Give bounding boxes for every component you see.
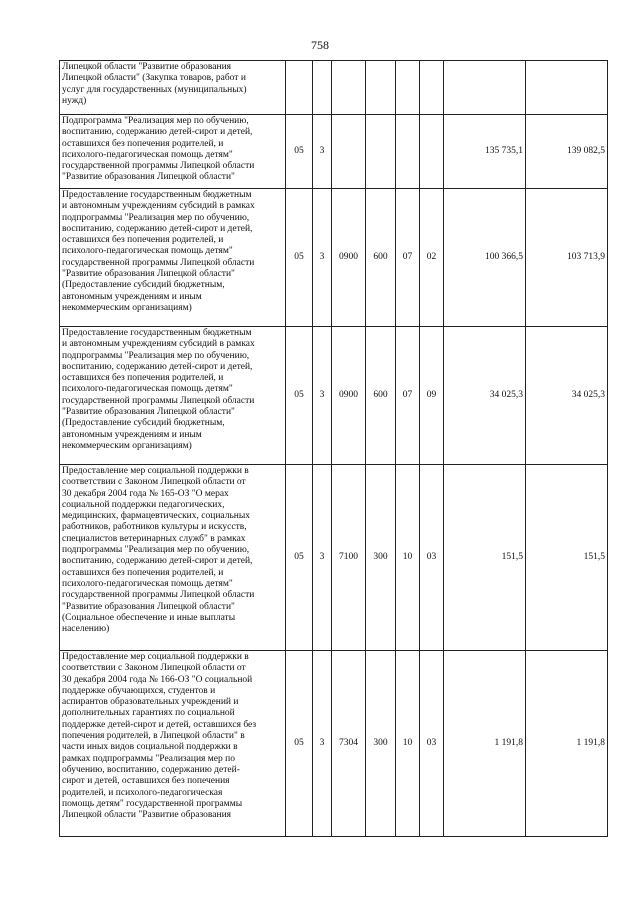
cell-amount-year1: 151,5 — [444, 465, 526, 651]
cell-program: 05 — [286, 651, 313, 837]
cell-program: 05 — [286, 465, 313, 651]
cell-program: 05 — [286, 189, 313, 327]
cell-subsection — [420, 61, 444, 115]
row-description: Подпрограмма "Реализация мер по обучению, воспитанию, содержанию детей-сирот и детей, оставшихся без попечения родителей, и психолого-педагогическая помощь детям" государственной программы Липецкой области "Развитие образования Липецкой области" — [60, 115, 286, 189]
cell-target-article: 7100 — [332, 465, 366, 651]
cell-section: 07 — [396, 327, 420, 465]
cell-subprogram: 3 — [313, 651, 332, 837]
cell-program: 05 — [286, 327, 313, 465]
row-description: Липецкой области "Развитие образования Липецкой области" (Закупка товаров, работ и услуг для государственных (муниципальных) нужд) — [60, 61, 286, 115]
table-row — [60, 189, 608, 327]
table-row — [60, 651, 608, 837]
cell-section: 10 — [396, 651, 420, 837]
cell-amount-year2: 103 713,9 — [526, 189, 608, 327]
cell-subprogram: 3 — [313, 465, 332, 651]
cell-amount-year1: 34 025,3 — [444, 327, 526, 465]
cell-expense-type: 600 — [366, 189, 396, 327]
cell-amount-year1 — [444, 61, 526, 115]
cell-subprogram — [313, 61, 332, 115]
cell-subsection — [420, 115, 444, 189]
table-row — [60, 61, 608, 115]
cell-section — [396, 61, 420, 115]
cell-expense-type — [366, 115, 396, 189]
cell-target-article: 0900 — [332, 327, 366, 465]
cell-subprogram: 3 — [313, 327, 332, 465]
cell-target-article — [332, 61, 366, 115]
budget-table — [59, 60, 608, 837]
table-row — [60, 465, 608, 651]
cell-section — [396, 115, 420, 189]
row-description: Предоставление мер социальной поддержки в соответствии с Законом Липецкой области от 30 декабря 2004 года № 165-ОЗ "О мерах социальной поддержки педагогических, медицинских, фармацевтических, социальных работников, работников культуры и искусств, специалистов ветеринарных служб" в рамках подпрограммы "Реализация мер по обучению, воспитанию, содержанию детей-сирот и детей, оставшихся без попечения родителей, и психолого-педагогическая помощь детям" государственной программы Липецкой области "Развитие образования Липецкой области" (Социальное обеспечение и иные выплаты населению) — [60, 465, 286, 651]
cell-amount-year2: 1 191,8 — [526, 651, 608, 837]
cell-amount-year2: 34 025,3 — [526, 327, 608, 465]
row-description: Предоставление государственным бюджетным и автономным учреждениям субсидий в рамках подпрограммы "Реализация мер по обучению, воспитанию, содержанию детей-сирот и детей, оставшихся без попечения родителей, и психолого-педагогическая помощь детям" государственной программы Липецкой области "Развитие образования Липецкой области" (Предоставление субсидий бюджетным, автономным учреждениям и иным некоммерческим организациям) — [60, 327, 286, 465]
cell-subprogram: 3 — [313, 115, 332, 189]
cell-subsection: 03 — [420, 465, 444, 651]
cell-amount-year2: 139 082,5 — [526, 115, 608, 189]
cell-amount-year2: 151,5 — [526, 465, 608, 651]
cell-target-article — [332, 115, 366, 189]
cell-expense-type: 300 — [366, 465, 396, 651]
cell-amount-year2 — [526, 61, 608, 115]
cell-expense-type: 600 — [366, 327, 396, 465]
page-number: 758 — [311, 38, 329, 52]
cell-expense-type — [366, 61, 396, 115]
cell-amount-year1: 1 191,8 — [444, 651, 526, 837]
row-description: Предоставление мер социальной поддержки в соответствии с Законом Липецкой области от 30 декабря 2004 года № 166-ОЗ "О социальной поддержке обучающихся, студентов и аспирантов образовательных учреждений и дополнительных гарантиях по социальной поддержке детей-сирот и детей, оставшихся без попечения родителей, в Липецкой области" в части иных видов социальной поддержки в рамках подпрограммы "Реализация мер по обучению, воспитанию, содержанию детей- сирот и детей, оставшихся без попечения родителей, и психолого-педагогическая помощь детям" государственной программы Липецкой области "Развитие образования — [60, 651, 286, 837]
cell-section: 10 — [396, 465, 420, 651]
cell-expense-type: 300 — [366, 651, 396, 837]
cell-program — [286, 61, 313, 115]
row-description: Предоставление государственным бюджетным и автономным учреждениям субсидий в рамках подпрограммы "Реализация мер по обучению, воспитанию, содержанию детей-сирот и детей, оставшихся без попечения родителей, и психолого-педагогическая помощь детям" государственной программы Липецкой области "Развитие образования Липецкой области" (Предоставление субсидий бюджетным, автономным учреждениям и иным некоммерческим организациям) — [60, 189, 286, 327]
cell-amount-year1: 135 735,1 — [444, 115, 526, 189]
cell-subprogram: 3 — [313, 189, 332, 327]
cell-subsection: 09 — [420, 327, 444, 465]
cell-section: 07 — [396, 189, 420, 327]
table-row — [60, 327, 608, 465]
table-row — [60, 115, 608, 189]
cell-subsection: 02 — [420, 189, 444, 327]
cell-target-article: 7304 — [332, 651, 366, 837]
cell-program: 05 — [286, 115, 313, 189]
cell-subsection: 03 — [420, 651, 444, 837]
cell-target-article: 0900 — [332, 189, 366, 327]
cell-amount-year1: 100 366,5 — [444, 189, 526, 327]
